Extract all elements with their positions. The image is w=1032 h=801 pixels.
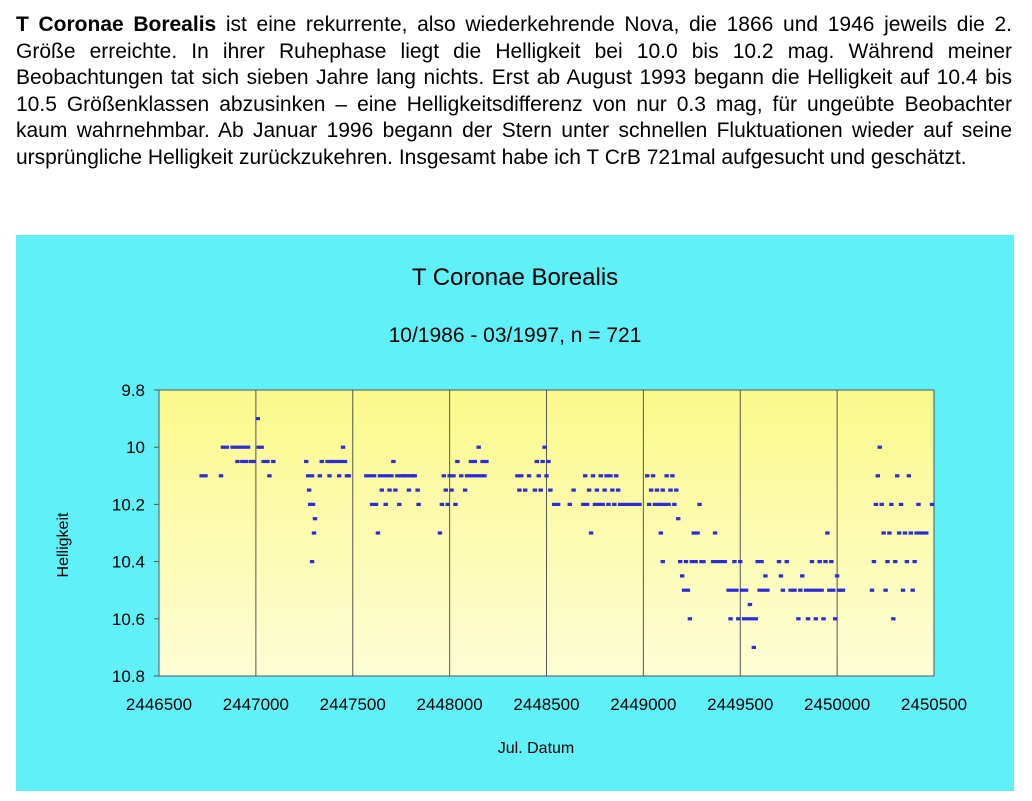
data-point [313,517,317,520]
data-point [730,589,734,592]
data-point [664,474,668,477]
y-tick-label: 10.2 [111,495,145,515]
data-point [440,503,444,506]
data-point [814,617,818,620]
data-point [413,474,417,477]
data-point [668,489,672,492]
data-point [337,474,341,477]
data-point [364,474,368,477]
x-tick-label: 2448000 [416,695,483,714]
data-point [899,503,903,506]
data-point [742,617,746,620]
data-point [785,560,789,563]
chart-subtitle: 10/1986 - 03/1997, n = 721 [388,324,642,347]
data-point [879,503,883,506]
data-point [686,589,690,592]
data-point [788,589,792,592]
data-point [568,503,572,506]
data-point [684,560,688,563]
data-point [662,503,666,506]
data-point [674,489,678,492]
data-point [235,460,239,463]
data-point [763,574,767,577]
data-point [234,446,238,449]
data-point [310,560,314,563]
data-point [804,589,808,592]
data-point [765,589,769,592]
data-point [736,617,740,620]
data-point [872,560,876,563]
data-point [610,489,614,492]
scatter-chart [16,235,1014,791]
data-point [612,503,616,506]
data-point [825,531,829,534]
data-point [930,503,934,506]
data-point [889,503,893,506]
data-point [445,503,449,506]
data-point [203,474,207,477]
data-point [827,589,831,592]
data-point [238,446,242,449]
data-point [874,503,878,506]
data-point [385,474,389,477]
data-point [467,474,471,477]
data-point [798,589,802,592]
data-point [901,589,905,592]
data-point [480,460,484,463]
data-point [914,531,918,534]
data-point [259,446,263,449]
data-point [311,503,315,506]
data-point [622,503,626,506]
data-point [597,503,601,506]
data-point [476,446,480,449]
x-axis-label: Jul. Datum [497,740,575,757]
data-point [252,460,256,463]
data-point [645,474,649,477]
data-point [451,474,455,477]
data-point [796,617,800,620]
data-point [378,474,382,477]
data-point [616,489,620,492]
data-point [304,460,308,463]
data-point [405,474,409,477]
data-point [819,589,823,592]
data-point [883,589,887,592]
y-tick-label: 10.4 [111,552,145,572]
data-point [752,646,756,649]
data-point [368,474,372,477]
data-point [810,560,814,563]
data-point [723,560,727,563]
data-point [548,489,552,492]
data-point [538,489,542,492]
data-point [376,531,380,534]
data-point [711,560,715,563]
data-point [307,489,311,492]
data-point [649,489,653,492]
data-point [589,531,593,534]
chart-panel [16,235,1014,791]
data-point [320,460,324,463]
data-point [744,589,748,592]
data-point [325,460,329,463]
data-point [331,460,335,463]
data-point [230,446,234,449]
data-point [469,460,473,463]
data-point [870,589,874,592]
data-point [661,489,665,492]
data-point [920,531,924,534]
data-point [680,574,684,577]
data-point [777,560,781,563]
x-tick-label: 2450500 [900,695,968,714]
data-point [713,531,717,534]
y-tick-label: 10 [126,438,145,458]
data-point [881,531,885,534]
data-point [608,474,612,477]
data-point [537,474,541,477]
data-point [595,489,599,492]
data-point [697,503,701,506]
data-point [910,589,914,592]
data-point [221,446,225,449]
data-point [382,474,386,477]
data-point [682,589,686,592]
data-point [829,560,833,563]
data-point [728,617,732,620]
data-point [535,460,539,463]
data-point [734,589,738,592]
data-point [256,417,260,420]
data-point [800,574,804,577]
data-point [407,489,411,492]
data-point [924,531,928,534]
data-point [754,617,758,620]
x-tick-label: 2449000 [610,695,677,714]
data-point [271,460,275,463]
data-point [581,503,585,506]
data-point [478,474,482,477]
data-point [389,474,393,477]
data-point [715,560,719,563]
data-point [240,460,244,463]
data-point [633,503,637,506]
x-tick-label: 2449500 [707,695,774,714]
data-point [897,531,901,534]
data-point [719,560,723,563]
data-point [591,474,595,477]
data-point [527,474,531,477]
data-point [463,489,467,492]
data-point [585,503,589,506]
intro-title: T Coronae Borealis [16,13,217,36]
data-point [473,460,477,463]
y-tick-label: 10.8 [111,667,145,686]
y-tick-label: 10.6 [111,609,145,629]
data-point [471,474,475,477]
y-tick-label: 9.8 [121,381,145,400]
data-point [647,503,651,506]
data-point [599,474,603,477]
data-point [339,460,343,463]
data-point [626,503,630,506]
data-point [887,531,891,534]
data-point [835,574,839,577]
data-point [916,503,920,506]
data-point [343,460,347,463]
data-point [909,531,913,534]
data-point [817,560,821,563]
data-point [393,489,397,492]
data-point [225,446,229,449]
data-point [637,503,641,506]
data-point [372,474,376,477]
data-point [387,489,391,492]
data-point [726,589,730,592]
data-point [391,460,395,463]
data-point [738,560,742,563]
data-point [546,460,550,463]
data-point [672,503,676,506]
data-point [556,503,560,506]
data-point [310,474,314,477]
data-point [602,489,606,492]
x-tick-label: 2450000 [804,695,871,714]
data-point [750,617,754,620]
data-point [903,531,907,534]
data-point [653,503,657,506]
data-point [905,560,909,563]
data-point [416,503,420,506]
data-point [374,503,378,506]
x-tick-label: 2446500 [125,695,193,714]
data-point [792,589,796,592]
data-point [876,474,880,477]
data-point [759,560,763,563]
data-point [816,589,820,592]
data-point [370,503,374,506]
data-point [267,474,271,477]
data-point [895,474,899,477]
data-point [533,489,537,492]
data-point [383,503,387,506]
data-point [199,474,203,477]
data-point [618,503,622,506]
data-point [265,460,269,463]
data-point [347,474,351,477]
data-point [701,560,705,563]
data-point [312,531,316,534]
data-point [515,474,519,477]
data-point [746,617,750,620]
x-tick-label: 2448500 [513,695,580,714]
data-point [540,460,544,463]
data-point [740,589,744,592]
y-axis-label: Helligkeit [55,512,72,578]
data-point [571,489,575,492]
data-point [670,474,674,477]
data-point [692,531,696,534]
data-point [659,531,663,534]
x-tick-label: 2447500 [319,695,386,714]
data-point [318,474,322,477]
data-point [415,489,419,492]
data-point [655,489,659,492]
data-point [748,603,752,606]
data-point [688,617,692,620]
data-point [893,560,897,563]
data-point [246,446,250,449]
data-point [614,474,618,477]
data-point [841,589,845,592]
data-point [761,589,765,592]
data-point [327,474,331,477]
data-point [482,474,486,477]
data-point [544,474,548,477]
data-point [831,589,835,592]
data-point [219,474,223,477]
data-point [453,503,457,506]
data-point [781,589,785,592]
data-point [651,474,655,477]
data-point [676,517,680,520]
data-point [475,474,479,477]
data-point [593,503,597,506]
data-point [306,474,310,477]
data-point [604,474,608,477]
data-point [517,489,521,492]
data-point [341,446,345,449]
data-point [523,489,527,492]
data-point [587,489,591,492]
data-point [891,617,895,620]
data-point [755,560,759,563]
data-point [885,560,889,563]
data-point [519,474,523,477]
data-point [444,489,448,492]
data-point [244,460,248,463]
data-point [335,460,339,463]
data-point [484,460,488,463]
intro-paragraph [16,12,1012,171]
data-point [757,589,761,592]
data-point [395,474,399,477]
data-point [821,617,825,620]
data-point [583,474,587,477]
chart-title: T Coronae Borealis [411,264,619,291]
data-point [878,446,882,449]
data-point [666,503,670,506]
data-point [438,531,442,534]
data-point [732,560,736,563]
x-tick-label: 2447000 [222,695,289,714]
data-point [806,617,810,620]
data-point [606,503,610,506]
data-point [542,446,546,449]
intro-text: ist eine rekurrente, also wiederkehrende Nova, die 1866 und 1946 jeweils die 2. Größe erreichte. In ihrer Ruhephase liegt die Helligkeit bei 10.0 bis 10.2 mag. Während meiner Beobachtungen tat sich sieben Jahre lang nichts. Erst ab August 1993 begann die Helligkeit auf 10.4 bis 10.5 Größenklassen abzusinken – eine Helligkeitsdifferenz von nur 0.3 mag, für ungeübte Beobachter kaum wahrnehmbar. Ab Januar 1996 begann der Stern unter schnellen Fluktuationen wieder auf seine ursprüngliche Helligkeit zurückzukehren. Insgesamt habe ich T CrB 721mal aufgesucht und geschätzt. [16,13,1012,169]
data-point [695,531,699,534]
data-point [442,474,446,477]
data-point [808,589,812,592]
data-point [693,560,697,563]
data-point [380,489,384,492]
data-point [397,503,401,506]
data-point [459,474,463,477]
data-point [907,474,911,477]
data-point [678,560,682,563]
data-point [912,560,916,563]
data-point [690,560,694,563]
data-point [659,503,663,506]
data-point [447,474,451,477]
data-point [823,560,827,563]
data-point [455,460,459,463]
data-point [552,503,556,506]
data-point [261,460,265,463]
data-point [242,446,246,449]
data-point [833,617,837,620]
data-point [812,589,816,592]
data-point [661,560,665,563]
data-point [630,503,634,506]
data-point [779,574,783,577]
data-point [600,503,604,506]
data-point [449,489,453,492]
